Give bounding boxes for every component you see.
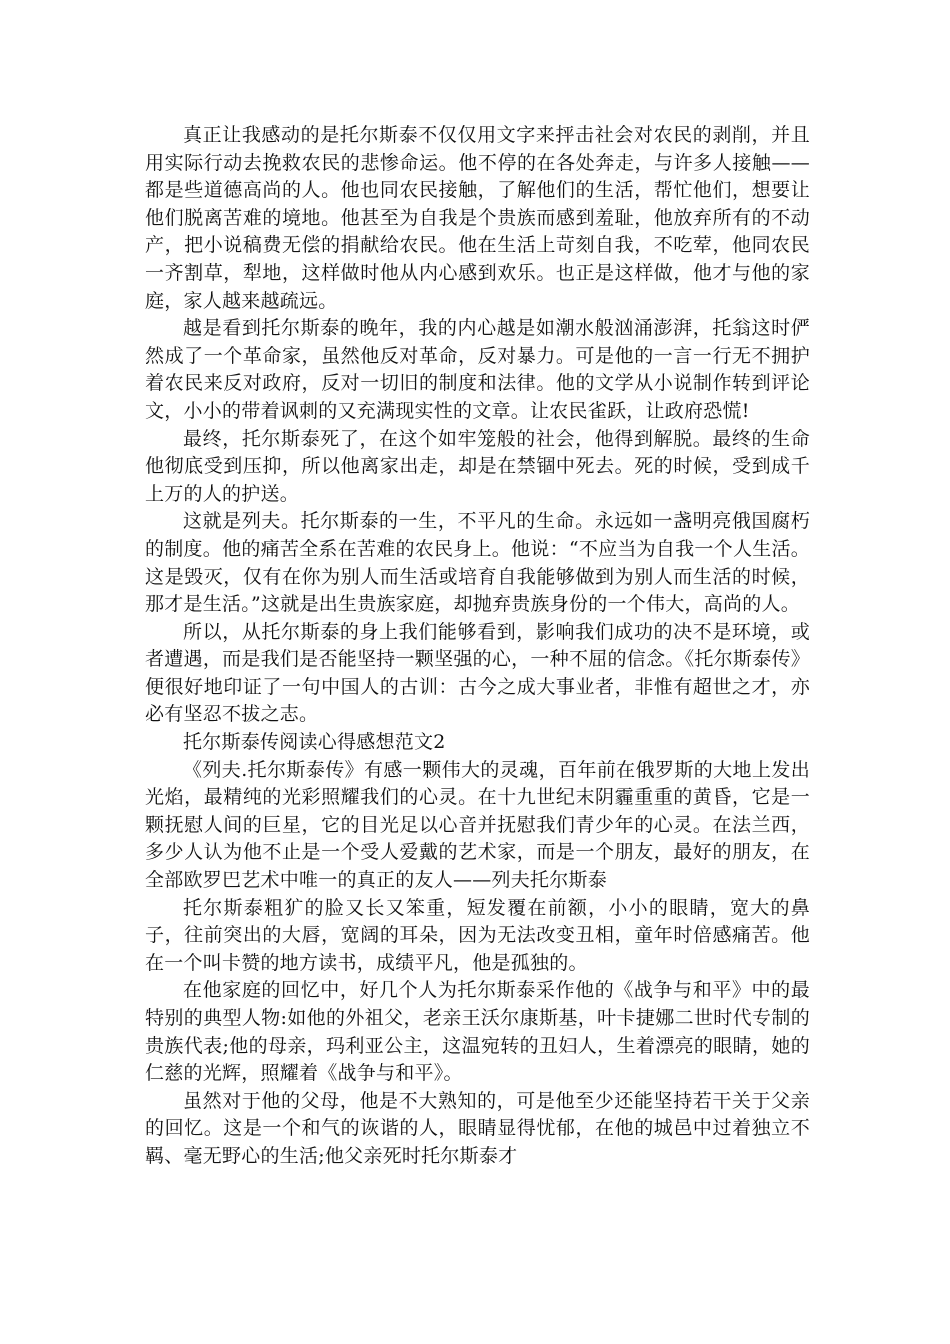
document-body: [145, 122, 810, 1171]
section-title: 托尔斯泰传阅读心得感想范文2: [183, 731, 446, 754]
paragraph: 《列夫.托尔斯泰传》有感一颗伟大的灵魂，百年前在俄罗斯的大地上发出光焰，最精纯的光彩照耀我们的心灵。在十九世纪末阴霾重重的黄昏，它是一颗抚慰人间的巨星，它的目光足以心音并抚慰我们青少年的心灵。在法兰西，多少人认为他不止是一个受人爱戴的艺术家，而是一个朋友，最好的朋友，在全部欧罗巴艺术中唯一的真正的友人——列夫托尔斯泰: [145, 758, 810, 892]
paragraph: 这就是列夫。托尔斯泰的一生，不平凡的生命。永远如一盏明亮俄国腐朽的制度。他的痛苦全系在苦难的农民身上。他说：“不应当为自我一个人生活。这是毁灭，仅有在你为别人而生活或培育自我能够做到为别人而生活的时候，那才是生活。”这就是出生贵族家庭，却抛弃贵族身份的一个伟大，高尚的人。: [145, 510, 810, 616]
paragraph: 在他家庭的回忆中，好几个人为托尔斯泰采作他的《战争与和平》中的最特别的典型人物:如他的外祖父，老亲王沃尔康斯基，叶卡捷娜二世时代专制的贵族代表;他的母亲，玛利亚公主，这温宛转的丑妇人，生着漂亮的眼睛，她的仁慈的光辉，照耀着《战争与和平》。: [145, 979, 810, 1085]
paragraph: 所以，从托尔斯泰的身上我们能够看到，影响我们成功的决不是环境，或者遭遇，而是我们是否能坚持一颗坚强的心，一种不屈的信念。《托尔斯泰传》便很好地印证了一句中国人的古训：古今之成大事业者，非惟有超世之才，亦必有坚忍不拔之志。: [145, 620, 810, 726]
paragraph: 托尔斯泰粗犷的脸又长又笨重，短发覆在前额，小小的眼睛，宽大的鼻子，往前突出的大唇，宽阔的耳朵，因为无法改变丑相，童年时倍感痛苦。他在一个叫卡赞的地方读书，成绩平凡，他是孤独的。: [145, 896, 810, 974]
paragraph: 虽然对于他的父母，他是不大熟知的，可是他至少还能坚持若干关于父亲的回忆。这是一个和气的诙谐的人，眼睛显得忧郁，在他的城邑中过着独立不羁、毫无野心的生活;他父亲死时托尔斯泰才: [145, 1089, 810, 1167]
paragraph: 最终，托尔斯泰死了，在这个如牢笼般的社会，他得到解脱。最终的生命他彻底受到压抑，所以他离家出走，却是在禁锢中死去。死的时候，受到成千上万的人的护送。: [145, 427, 810, 505]
paragraph: 真正让我感动的是托尔斯泰不仅仅用文字来抨击社会对农民的剥削，并且用实际行动去挽救农民的悲惨命运。他不停的在各处奔走，与许多人接触——都是些道德高尚的人。他也同农民接触，了解他们的生活，帮忙他们，想要让他们脱离苦难的境地。他甚至为自我是个贵族而感到羞耻，他放弃所有的不动产，把小说稿费无偿的捐献给农民。他在生活上苛刻自我，不吃荤，他同农民一齐割草，犁地，这样做时他从内心感到欢乐。也正是这样做，他才与他的家庭，家人越来越疏远。: [145, 124, 810, 312]
paragraph: 越是看到托尔斯泰的晚年，我的内心越是如潮水般汹涌澎湃，托翁这时俨然成了一个革命家，虽然他反对革命，反对暴力。可是他的一言一行无不拥护着农民来反对政府，反对一切旧的制度和法律。他的文学从小说制作转到评论文，小小的带着讽刺的又充满现实性的文章。让农民雀跃，让政府恐慌!: [145, 317, 810, 422]
